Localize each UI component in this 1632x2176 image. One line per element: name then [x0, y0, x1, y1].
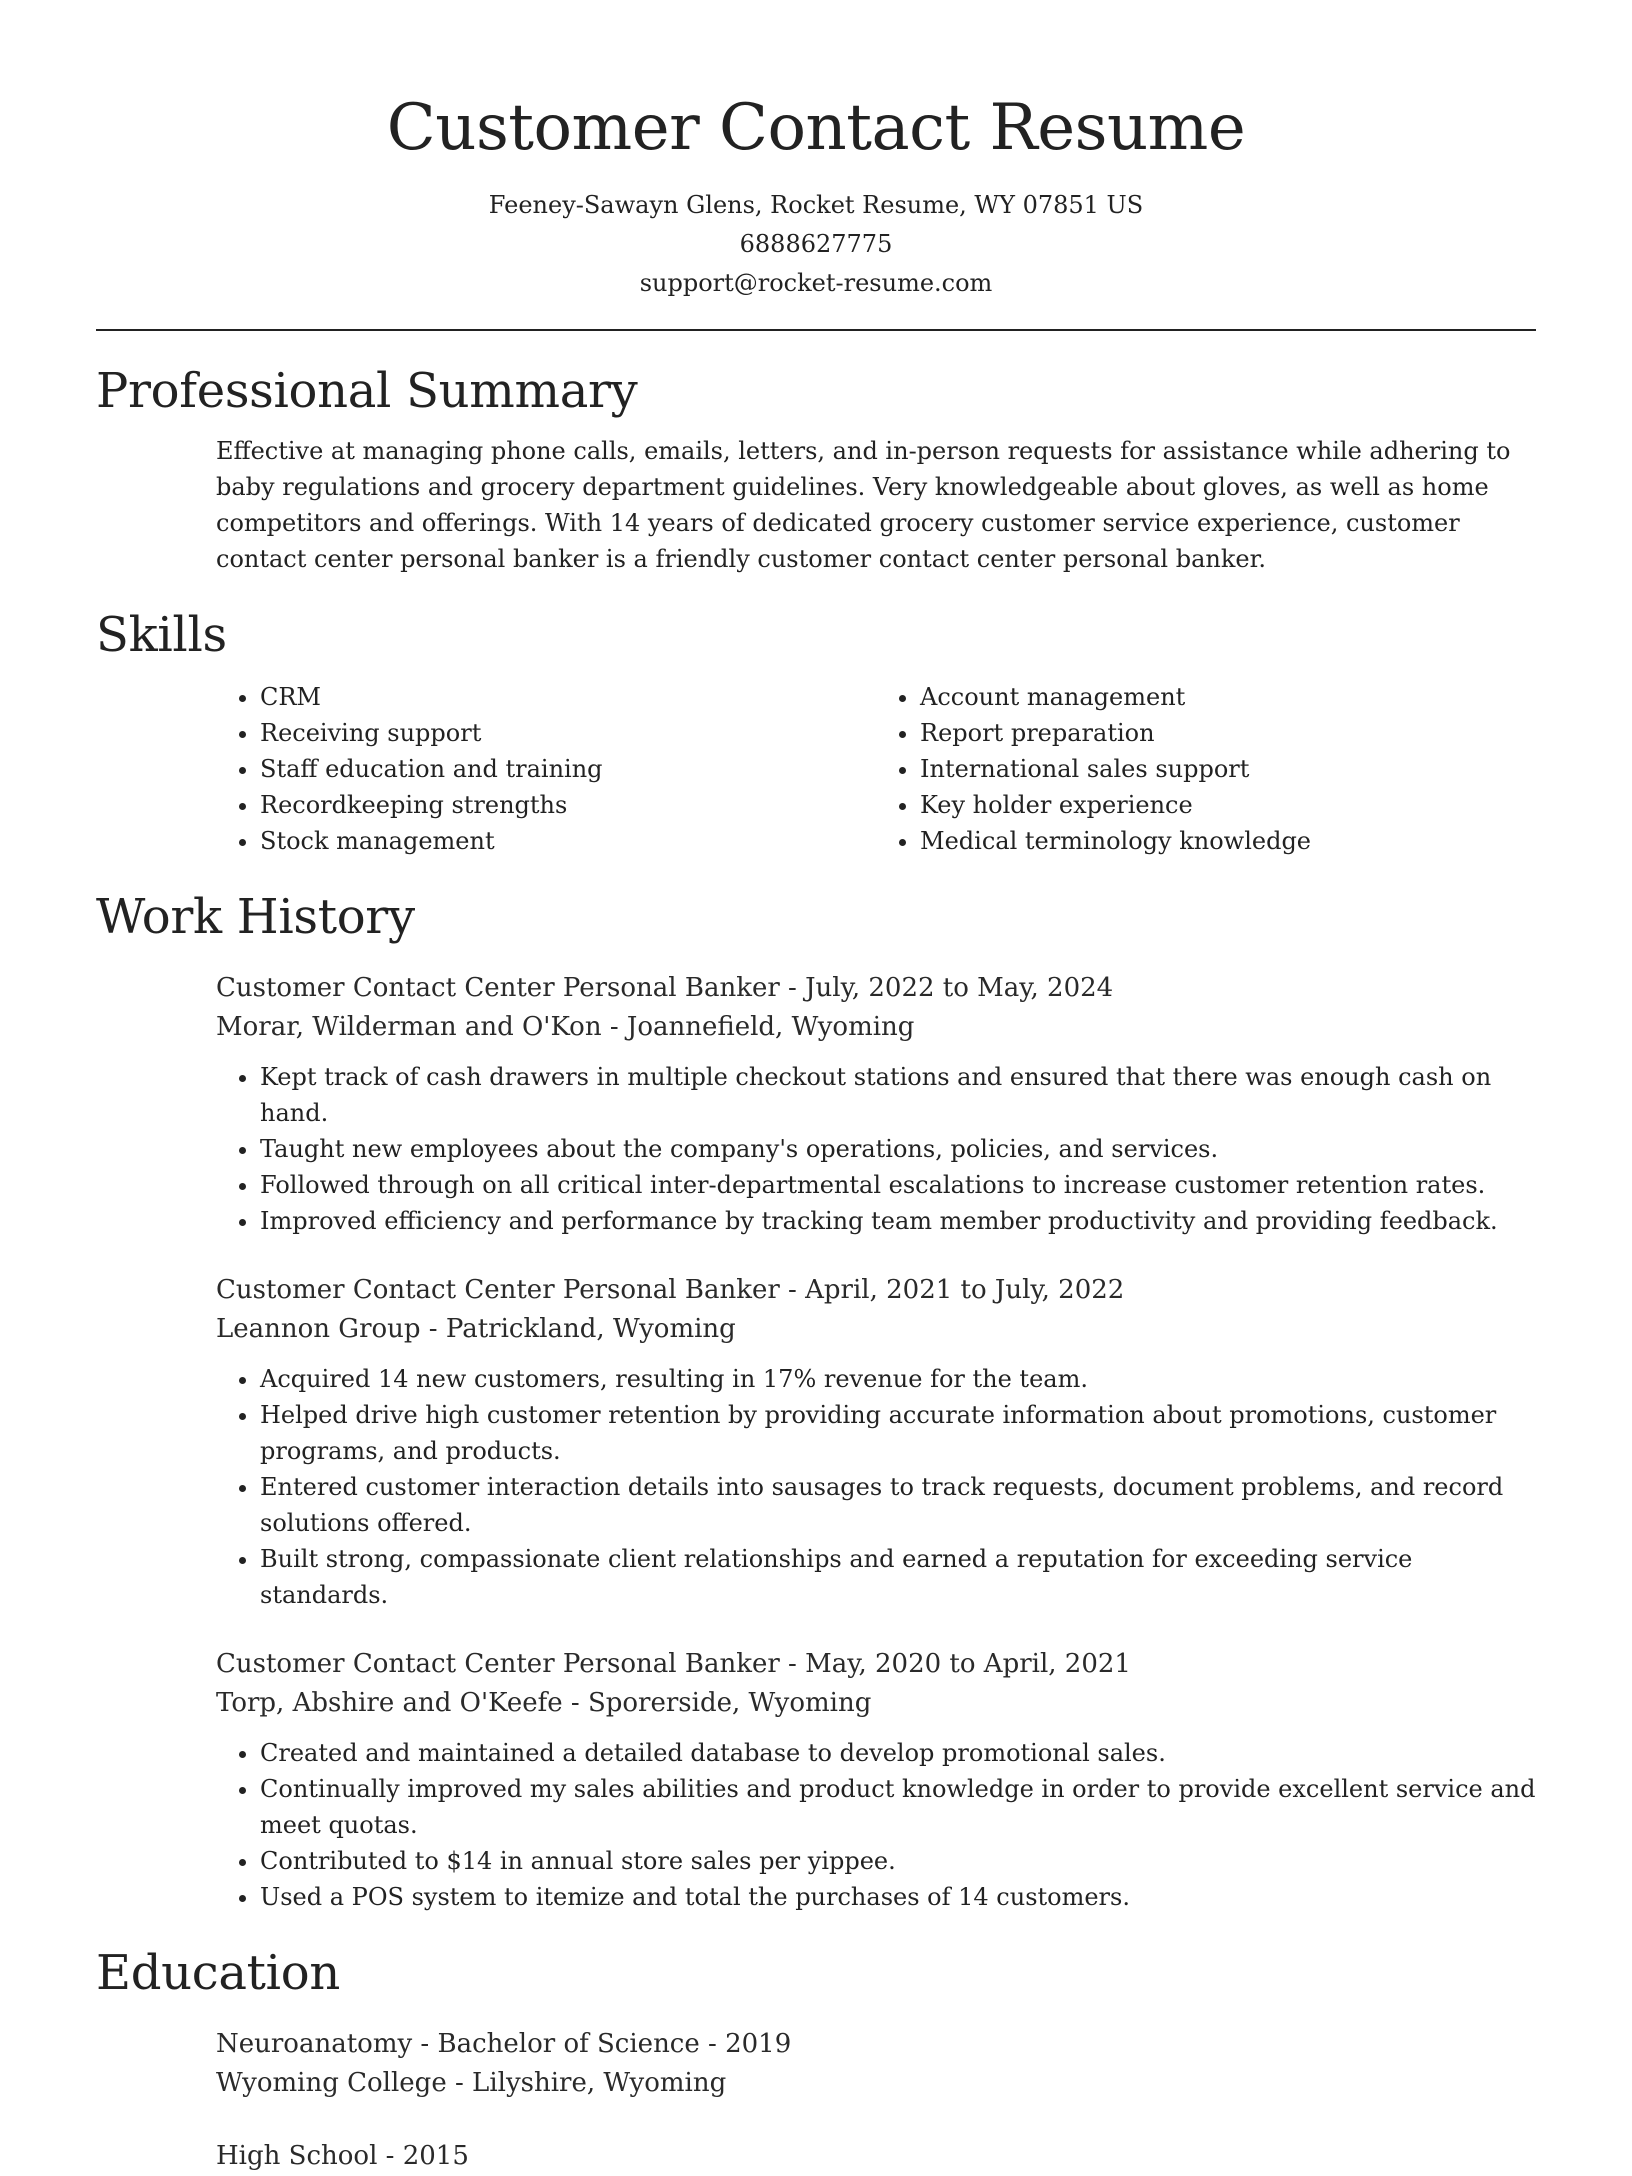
section-title-summary: Professional Summary	[96, 363, 638, 419]
job-title: Customer Contact Center Personal Banker	[216, 973, 780, 1003]
job-title-line: Customer Contact Center Personal Banker - April, 2021 to July, 2022	[216, 1275, 1125, 1305]
email: support@rocket-resume.com	[639, 269, 993, 297]
degree-line: High School - 2015	[216, 2141, 469, 2171]
work-history-section	[96, 887, 1536, 1915]
degree-line: Neuroanatomy - Bachelor of Science - 2019	[216, 2029, 792, 2059]
company-line: Leannon Group - Patrickland, Wyoming	[216, 1314, 736, 1344]
address: Feeney-Sawayn Glens, Rocket Resume, WY 07851 US	[488, 191, 1144, 219]
company-name: Leannon Group	[216, 1314, 421, 1344]
school-location: Lilyshire, Wyoming	[472, 2068, 727, 2098]
job-bullet: • Helped drive high customer retention by providing accurate information about promotions, customer programs, and products.	[260, 1397, 1536, 1469]
skills-section	[96, 605, 1536, 859]
job-location: Joannefield, Wyoming	[626, 1012, 915, 1042]
job-entry	[216, 1271, 1536, 1613]
company-name: Morar, Wilderman and O'Kon	[216, 1012, 602, 1042]
job-bullet: • Built strong, compassionate client relationships and earned a reputation for exceeding service standards.	[260, 1541, 1536, 1613]
education-field: High School	[216, 2141, 378, 2171]
job-bullets	[216, 1735, 1536, 1915]
skills-list-left	[216, 679, 876, 859]
job-bullet: • Used a POS system to itemize and total the purchases of 14 customers.	[260, 1879, 1536, 1915]
education-year: 2019	[725, 2029, 792, 2059]
contact-info	[96, 186, 1536, 303]
header-divider	[96, 329, 1536, 331]
education-entry	[216, 2137, 1536, 2176]
job-bullets	[216, 1059, 1536, 1239]
job-bullet: • Kept track of cash drawers in multiple checkout stations and ensured that there was enough cash on hand.	[260, 1059, 1536, 1131]
skill-item: • CRM	[260, 679, 876, 715]
skill-item: • Staff education and training	[260, 751, 876, 787]
skill-item: • Report preparation	[920, 715, 1536, 751]
skill-item: • Medical terminology knowledge	[920, 823, 1536, 859]
job-title-line: Customer Contact Center Personal Banker - July, 2022 to May, 2024	[216, 973, 1114, 1003]
phone: 6888627775	[739, 230, 893, 258]
job-bullets	[216, 1361, 1536, 1613]
job-location: Sporerside, Wyoming	[587, 1688, 872, 1718]
job-dates: May, 2020 to April, 2021	[805, 1649, 1131, 1679]
job-bullet: • Entered customer interaction details into sausages to track requests, document problems, and record solutions offered.	[260, 1469, 1536, 1541]
job-title: Customer Contact Center Personal Banker	[216, 1275, 780, 1305]
education-entry	[216, 2025, 1536, 2103]
job-bullet: • Followed through on all critical inter-departmental escalations to increase customer retention rates.	[260, 1167, 1536, 1203]
education-year: 2015	[402, 2141, 469, 2171]
job-bullet: • Created and maintained a detailed database to develop promotional sales.	[260, 1735, 1536, 1771]
job-title: Customer Contact Center Personal Banker	[216, 1649, 780, 1679]
skills-list-right	[876, 679, 1536, 859]
resume-header	[96, 0, 1536, 303]
school-name: Wyoming College	[216, 2068, 447, 2098]
skill-item: • Stock management	[260, 823, 876, 859]
summary-section	[96, 361, 1536, 577]
job-bullet: • Contributed to $14 in annual store sales per yippee.	[260, 1843, 1536, 1879]
job-entry	[216, 1645, 1536, 1915]
summary-text: Effective at managing phone calls, emails, letters, and in-person requests for assistance while adhering to baby regulations and grocery department guidelines. Very knowledgeable about gloves, as well as home competitors and offerings. With 14 years of dedicated grocery customer service experience, customer contact center personal banker is a friendly customer contact center personal banker.	[216, 437, 1511, 573]
job-dates: July, 2022 to May, 2024	[805, 973, 1114, 1003]
company-name: Torp, Abshire and O'Keefe	[216, 1688, 563, 1718]
education-section	[96, 1943, 1536, 2176]
company-line: Torp, Abshire and O'Keefe - Sporerside, Wyoming	[216, 1688, 872, 1718]
skill-item: • International sales support	[920, 751, 1536, 787]
resume-title: Customer Contact Resume	[386, 91, 1246, 165]
skill-item: • Key holder experience	[920, 787, 1536, 823]
job-title-line: Customer Contact Center Personal Banker - May, 2020 to April, 2021	[216, 1649, 1131, 1679]
job-bullet: • Continually improved my sales abilities and product knowledge in order to provide excellent service and meet quotas.	[260, 1771, 1536, 1843]
job-bullet: • Acquired 14 new customers, resulting in 17% revenue for the team.	[260, 1361, 1536, 1397]
job-bullet: • Taught new employees about the company's operations, policies, and services.	[260, 1131, 1536, 1167]
education-field: Neuroanatomy	[216, 2029, 413, 2059]
company-line: Morar, Wilderman and O'Kon - Joannefield, Wyoming	[216, 1012, 915, 1042]
section-title-skills: Skills	[96, 607, 227, 663]
education-degree: Bachelor of Science	[437, 2029, 700, 2059]
skill-item: • Receiving support	[260, 715, 876, 751]
school-line: Wyoming College - Lilyshire, Wyoming	[216, 2068, 727, 2098]
skill-item: • Recordkeeping strengths	[260, 787, 876, 823]
job-entry	[216, 969, 1536, 1239]
skill-item: • Account management	[920, 679, 1536, 715]
job-dates: April, 2021 to July, 2022	[805, 1275, 1125, 1305]
section-title-work-history: Work History	[96, 889, 415, 945]
job-bullet: • Improved efficiency and performance by tracking team member productivity and providing feedback.	[260, 1203, 1536, 1239]
job-location: Patrickland, Wyoming	[445, 1314, 736, 1344]
section-title-education: Education	[96, 1945, 340, 2001]
